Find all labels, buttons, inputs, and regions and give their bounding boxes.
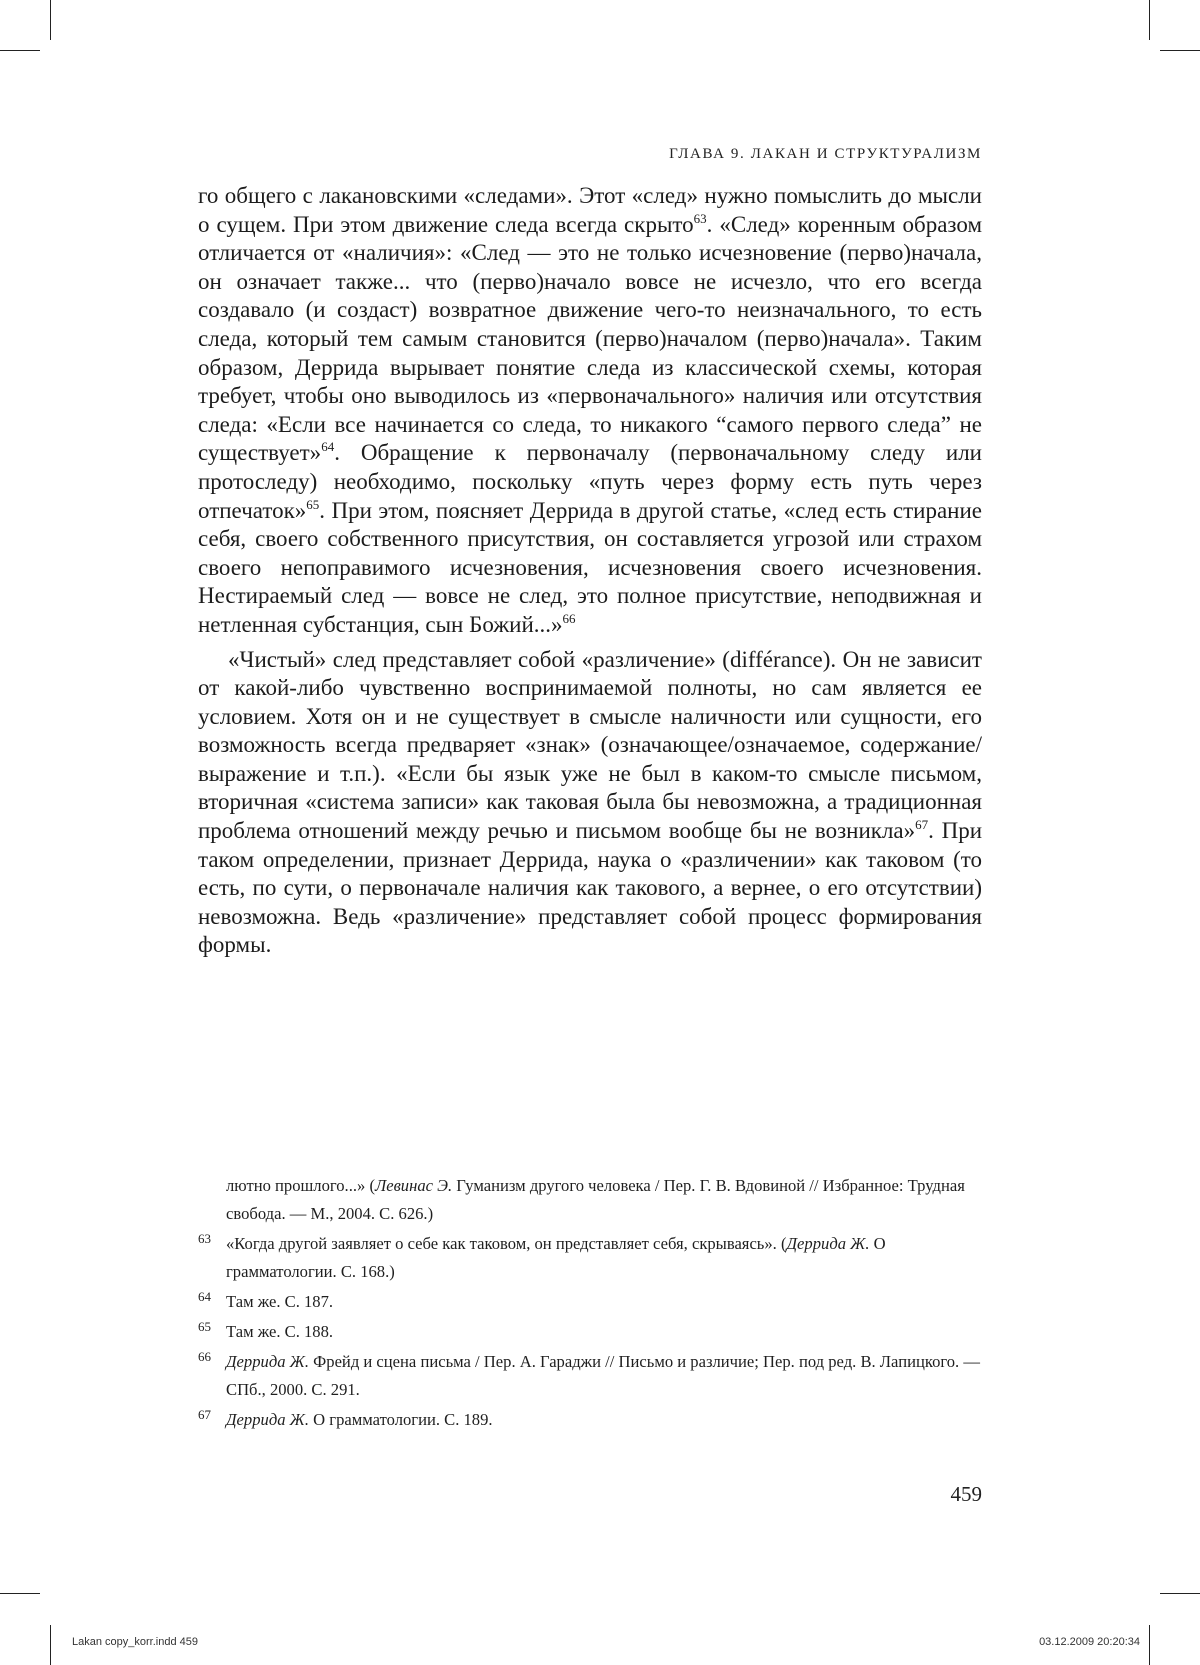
footnote-author: Левинас Э. (374, 1176, 453, 1195)
footnotes (198, 1172, 982, 1434)
text-run: «Чистый» след представляет собой «различение» (différance). Он не зависит от какой-либо чувственно воспринимаемой полноты, но сам является ее условием. Хотя он и не существует в смысле наличности или сущности, его возможность всегда предваряет «знак» (означающее/означаемое, содержание/выражение и т.п.). «Если бы язык уже не был в каком-то смысле письмом, вторичная «система записи» как таковая была бы невозможна, а традиционная проблема отношений между речью и письмом вообще бы не возникла» (198, 646, 982, 844)
crop-mark (0, 1593, 40, 1594)
crop-mark (50, 1625, 51, 1665)
footnote-ref: 66 (562, 610, 576, 626)
footnote-67 (198, 1406, 982, 1434)
footnote-65 (198, 1318, 982, 1346)
footnote-text: О грамматологии. С. 168.) (226, 1234, 886, 1281)
footnote-text: лютно прошлого...» ( (226, 1176, 375, 1195)
slug-file-info: Lakan copy_korr.indd 459 (72, 1636, 198, 1648)
text-run: . Обращение к первоначалу (первоначальному следу или протоследу) необходимо, поскольку «путь через форму есть путь через отпечаток» (198, 440, 982, 523)
footnote-author: Деррида Ж. (226, 1410, 310, 1429)
footnote-continuation (198, 1172, 982, 1228)
footnote-63 (198, 1230, 982, 1286)
body-text (198, 182, 982, 960)
footnote-ref: 64 (321, 439, 335, 455)
paragraph (198, 182, 982, 640)
footnote-text: Там же. С. 187. (226, 1292, 334, 1311)
footnote-text: «Когда другой заявляет о себе как таковом, он представляет себя, скрываясь». ( (226, 1234, 787, 1253)
crop-mark (50, 0, 51, 40)
footnote-ref: 63 (693, 210, 707, 226)
text-run: . При таком определении, признает Деррида, наука о «различении» как таковом (то есть, по сути, о первоначале наличия как такового, а вернее, о его отсутствии) невозможна. Ведь «различение» представляет собой процесс формирования формы. (198, 818, 982, 958)
footnote-author: Деррида Ж. (226, 1352, 310, 1371)
paragraph (198, 646, 982, 961)
crop-mark (1149, 0, 1150, 40)
running-head: ГЛАВА 9. ЛАКАН И СТРУКТУРАЛИЗМ (669, 146, 982, 162)
footnote-text: Фрейд и сцена письма / Пер. А. Гараджи // Письмо и различие; Пер. под ред. В. Лапицкого. — СПб., 2000. С. 291. (226, 1352, 980, 1399)
footnote-number: 66 (198, 1349, 211, 1364)
footnote-number: 64 (198, 1289, 211, 1304)
text-run: . «След» коренным образом отличается от «наличия»: «След — это не только исчезновение (перво)начала, он означает также... что (перво)начало вовсе не исчезло, что его всегда создавало (и создаст) возвратное движение чего-то неизначального, то есть следа, который тем самым становится (перво)началом (перво)начала». Таким образом, Деррида вырывает понятие следа из классической схемы, которая требует, чтобы оно выводилось из «первоначального» наличия или отсутствия следа: «Если все начинается со следа, то никакого “самого первого следа” не существует» (198, 211, 983, 466)
slug-timestamp: 03.12.2009 20:20:34 (1039, 1636, 1140, 1648)
crop-mark (1160, 50, 1200, 51)
footnote-text: Там же. С. 188. (226, 1322, 334, 1341)
footnote-64 (198, 1288, 982, 1316)
crop-mark (1149, 1625, 1150, 1665)
footnote-author: Деррида Ж. (786, 1234, 870, 1253)
footnote-66 (198, 1348, 982, 1404)
footnote-number: 67 (198, 1407, 211, 1422)
footnote-text: О грамматологии. С. 189. (309, 1410, 493, 1429)
crop-mark (1160, 1593, 1200, 1594)
footnote-number: 65 (198, 1319, 211, 1334)
footnote-ref: 67 (915, 817, 929, 833)
footnote-number: 63 (198, 1231, 211, 1246)
footnote-text: Гуманизм другого человека / Пер. Г. В. Вдовиной // Избранное: Трудная свобода. — М., 2004. С. 626.) (226, 1176, 965, 1223)
footnote-ref: 65 (306, 496, 320, 512)
text-run: . При этом, поясняет Деррида в другой статье, «след есть стирание себя, своего собственного присутствия, он составляется угрозой или страхом своего непоправимого исчезновения, исчезновения своего исчезновения. Нестираемый след — вовсе не след, это полное присутствие, неподвижная и нетленная субстанция, сын Божий...» (198, 497, 982, 637)
page-number: 459 (950, 1482, 982, 1506)
text-run: го общего с лакановскими «следами». Этот «след» нужно помыслить до мысли о сущем. При этом движение следа всегда скрыто (198, 183, 982, 237)
crop-mark (0, 50, 40, 51)
